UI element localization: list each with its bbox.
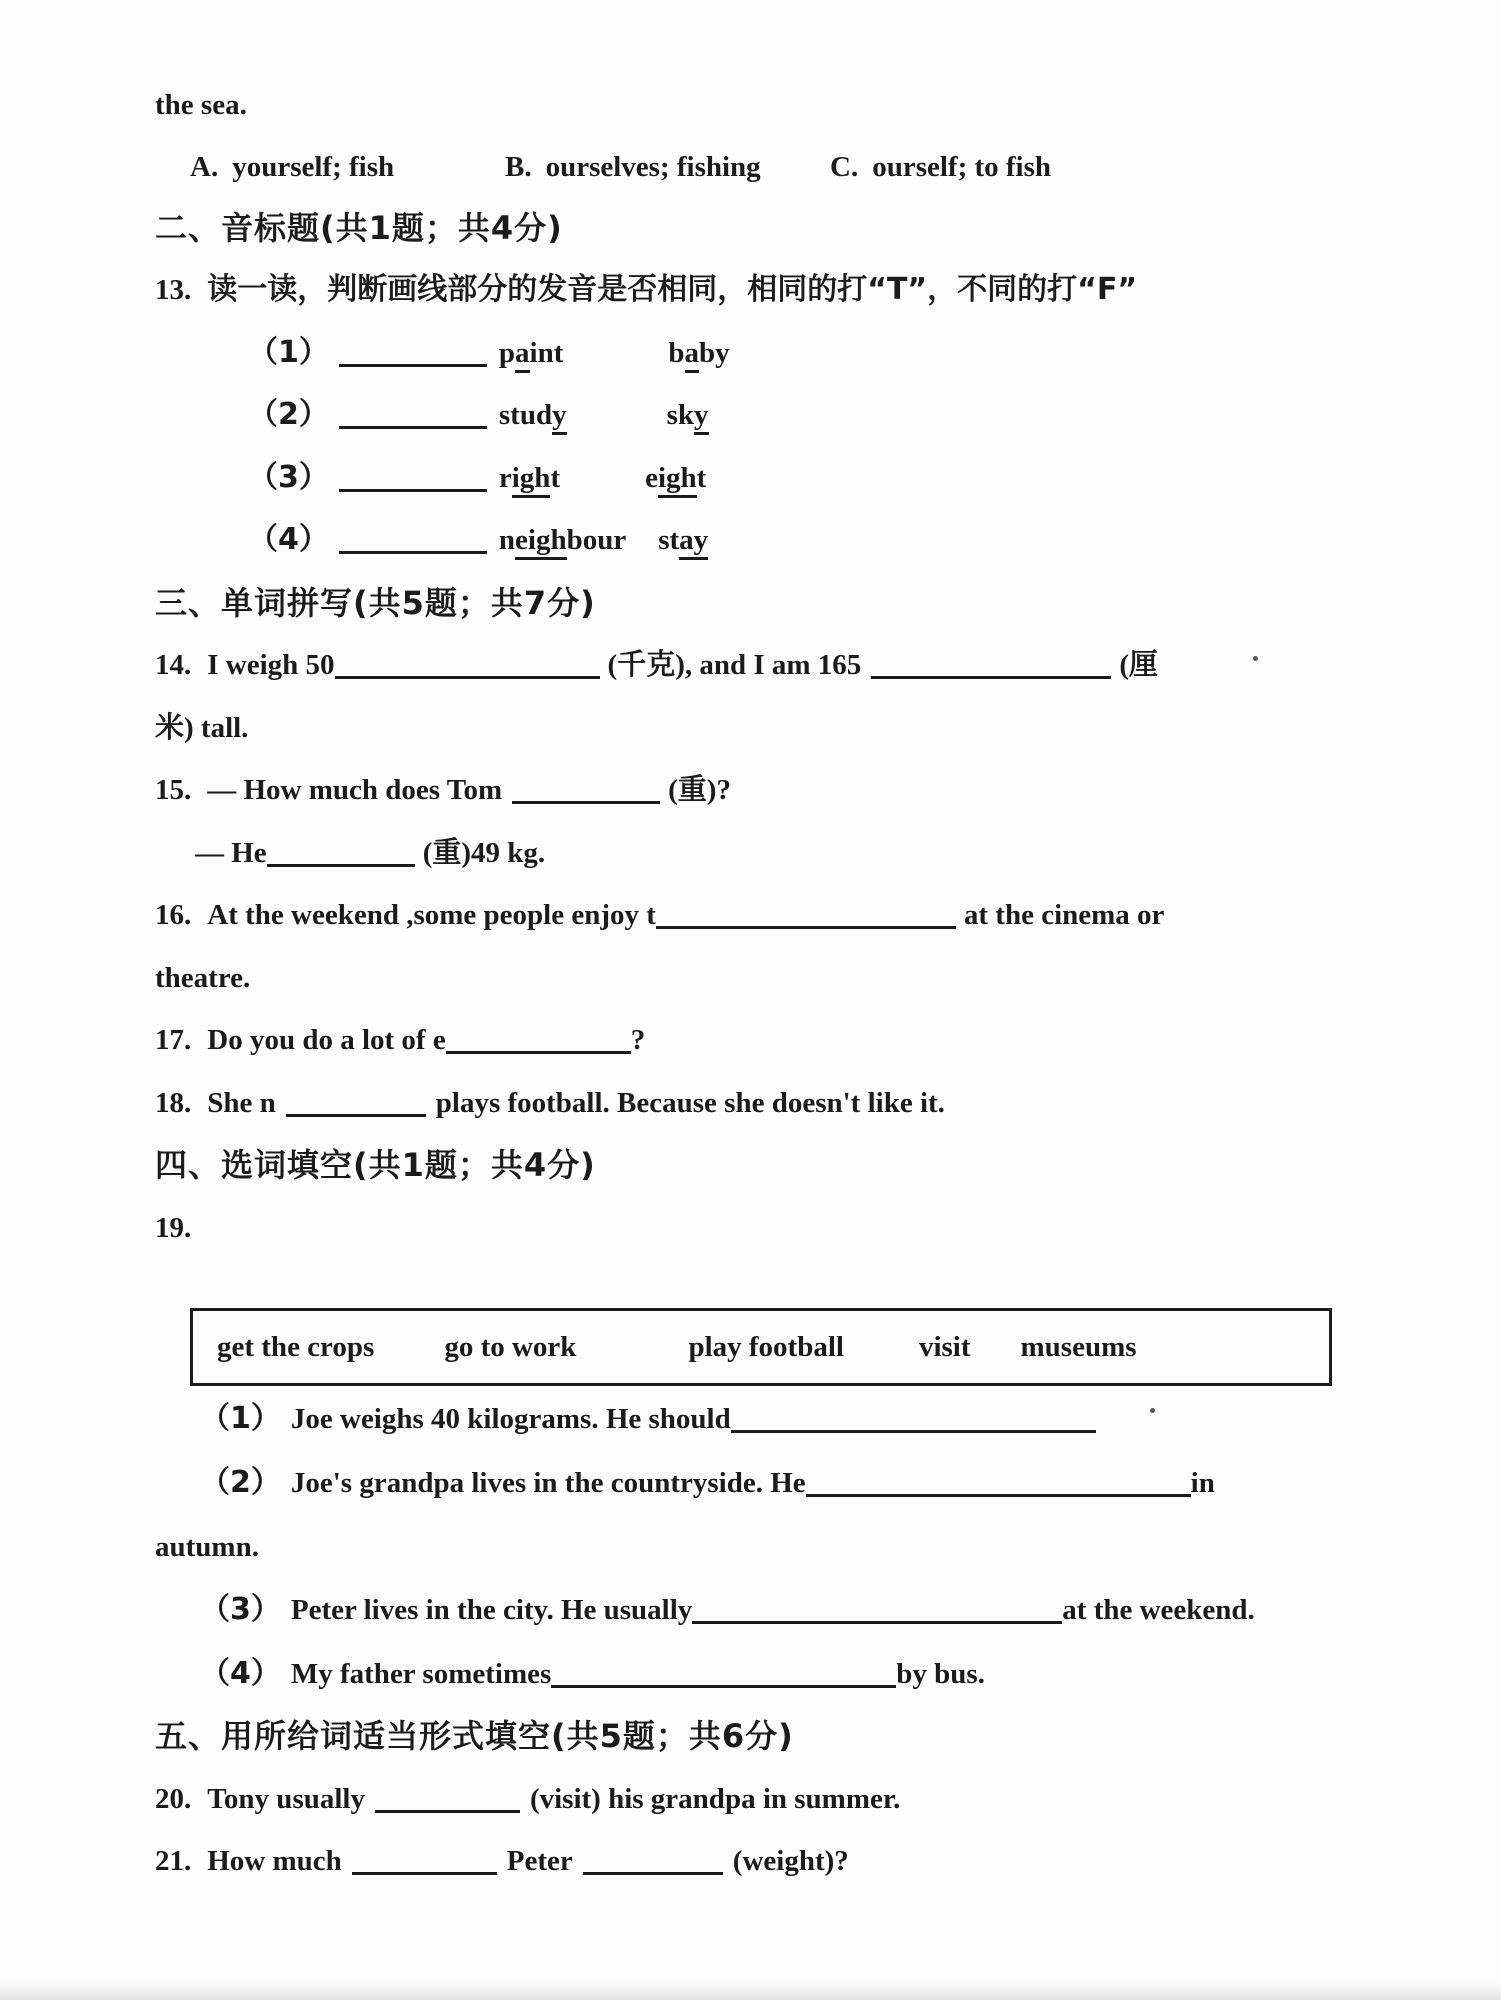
question-21-text-1: How much (207, 1845, 342, 1877)
option-b-text: ourselves; fishing (545, 151, 761, 183)
sentence-continuation: the sea. (155, 89, 247, 121)
question-16-text-1: At the weekend ,some people enjoy t (207, 899, 656, 931)
question-14-text-3: (厘 (1119, 649, 1158, 681)
phonics-word (658, 524, 708, 556)
phonics-word (499, 462, 560, 498)
question-19-number: 19. (155, 1212, 192, 1244)
phonics-item-3 (248, 459, 706, 497)
word-part: sk (666, 399, 694, 431)
word-part: t (696, 462, 707, 494)
word-part: int (529, 337, 564, 369)
question-16 (155, 896, 1164, 934)
answer-blank (375, 1784, 520, 1813)
item-4-label: （4） (200, 1656, 281, 1691)
item-4-text: My father sometimes (290, 1658, 552, 1690)
item-1-label: （1） (200, 1401, 281, 1436)
word-part: stud (498, 399, 553, 431)
underlined-letters: y (552, 399, 567, 435)
question-20-text-1: Tony usually (207, 1783, 365, 1815)
question-15-text-1: — How much does Tom (207, 774, 503, 806)
answer-blank (267, 838, 415, 867)
answer-blank (339, 400, 487, 429)
word-part: r (498, 462, 512, 494)
phonics-word (499, 337, 563, 373)
stray-mark (1253, 656, 1258, 661)
question-18-text-2: plays football. Because she doesn't like it. (435, 1087, 945, 1119)
item-2-label: （2） (200, 1465, 281, 1500)
option-a-text: yourself; fish (232, 151, 395, 183)
question-14 (155, 646, 1158, 684)
item-1-text: Joe weighs 40 kilograms. He should (290, 1403, 731, 1435)
word-part: by (699, 337, 730, 369)
question-15-answer-pre: — He (195, 837, 267, 869)
question-13-prompt: 读一读，判断画线部分的发音是否相同，相同的打“T”，不同的打“F” (207, 272, 1138, 307)
option-b (505, 148, 761, 186)
word-part: n (498, 524, 516, 556)
item-2-label: （2） (248, 397, 329, 432)
answer-blank (339, 338, 487, 367)
question-18 (155, 1084, 945, 1122)
option-c (830, 148, 1051, 186)
fill-item-3 (200, 1591, 1255, 1629)
section-heading-word-choice: 四、选词填空(共1题；共4分) (155, 1146, 596, 1184)
question-16-number: 16. (155, 899, 192, 931)
answer-blank (656, 900, 956, 929)
answer-blank (512, 775, 660, 804)
word-part: t (550, 462, 561, 494)
item-3-text: Peter lives in the city. He usually (290, 1594, 693, 1626)
underlined-letters: a (515, 337, 530, 373)
underlined-letters: y (694, 399, 709, 435)
underlined-letters: igh (658, 462, 697, 498)
question-21-text-2: Peter (506, 1845, 573, 1877)
answer-blank (339, 463, 487, 492)
section-heading-spelling: 三、单词拼写(共5题；共7分) (155, 584, 596, 622)
question-20-text-2: (visit) his grandpa in summer. (529, 1783, 901, 1815)
phonics-word (499, 524, 626, 560)
word-part: e (645, 462, 658, 494)
item-4-text-post: by bus. (896, 1658, 985, 1690)
question-15 (155, 771, 731, 809)
answer-blank (286, 1088, 426, 1117)
item-3-label: （3） (200, 1592, 281, 1627)
item-1-label: （1） (248, 335, 329, 370)
option-b-label: B. (505, 151, 532, 183)
question-13 (155, 271, 1137, 309)
option-c-label: C. (830, 151, 859, 183)
question-14-number: 14. (155, 649, 192, 681)
phonics-word (499, 399, 567, 435)
fill-item-4 (200, 1655, 985, 1693)
question-21 (155, 1842, 849, 1880)
phonics-item-4 (248, 521, 708, 559)
word-bank-item: go to work (444, 1330, 577, 1363)
item-2-text-post: in (1190, 1467, 1215, 1499)
question-16-continuation: theatre. (155, 962, 251, 994)
section-heading-phonetics: 二、音标题(共1题；共4分) (155, 209, 563, 247)
question-14-text-2: (千克), and I am 165 (607, 649, 862, 681)
answer-blank (339, 525, 487, 554)
question-14-continuation: 米) tall. (155, 712, 249, 744)
question-15-number: 15. (155, 774, 192, 806)
answer-blank (871, 650, 1111, 679)
fill-item-1 (200, 1400, 1096, 1438)
item-3-text-post: at the weekend. (1062, 1594, 1255, 1626)
underlined-letters: igh (512, 462, 551, 498)
question-14-text-1: I weigh 50 (207, 649, 335, 681)
item-4-label: （4） (248, 522, 329, 557)
word-part: st (658, 524, 680, 556)
item-2-text: Joe's grandpa lives in the countryside. He (290, 1467, 806, 1499)
fill-item-2 (200, 1464, 1215, 1502)
question-15-answer-post: (重)49 kg. (422, 837, 546, 869)
question-21-number: 21. (155, 1845, 192, 1877)
answer-blank (692, 1595, 1062, 1624)
option-a (190, 148, 394, 186)
option-c-text: ourself; to fish (872, 151, 1052, 183)
word-bank-item: get the crops (217, 1330, 375, 1363)
word-bank-item: visit (918, 1330, 971, 1363)
question-17-text-2: ? (630, 1024, 646, 1056)
answer-blank (551, 1659, 896, 1688)
word-bank (190, 1308, 1332, 1386)
answer-blank (731, 1404, 1096, 1433)
question-13-number: 13. (155, 274, 192, 306)
word-bank-item: museums (1020, 1330, 1137, 1363)
answer-blank (806, 1468, 1191, 1497)
question-15-text-2: (重)? (668, 774, 731, 806)
answer-blank (446, 1025, 631, 1054)
answer-blank (583, 1846, 723, 1875)
option-a-label: A. (190, 151, 219, 183)
phonics-word (668, 337, 729, 369)
phonics-word (667, 399, 709, 431)
underlined-letters: ay (679, 524, 708, 560)
underlined-letters: eigh (515, 524, 567, 560)
question-17-text-1: Do you do a lot of e (207, 1024, 446, 1056)
question-20 (155, 1780, 900, 1818)
stray-mark (1150, 1408, 1155, 1413)
question-17-number: 17. (155, 1024, 192, 1056)
answer-blank (352, 1846, 497, 1875)
scan-shadow (0, 1982, 1501, 2000)
word-part: p (498, 337, 516, 369)
question-16-text-2: at the cinema or (963, 899, 1165, 931)
phonics-item-1 (248, 334, 730, 372)
phonics-item-2 (248, 396, 709, 434)
question-18-text-1: She n (207, 1087, 276, 1119)
question-15-answer-line (195, 834, 545, 872)
phonics-word (645, 462, 706, 494)
question-18-number: 18. (155, 1087, 192, 1119)
question-20-number: 20. (155, 1783, 192, 1815)
item-3-label: （3） (248, 460, 329, 495)
word-bank-item: play football (688, 1330, 844, 1363)
question-21-text-3: (weight)? (732, 1845, 849, 1877)
fill-item-2-continuation: autumn. (155, 1531, 259, 1563)
answer-blank (335, 650, 600, 679)
word-part: b (668, 337, 685, 369)
underlined-letters: a (685, 337, 700, 373)
question-17 (155, 1021, 645, 1059)
section-heading-word-forms: 五、用所给词适当形式填空(共5题；共6分) (155, 1717, 794, 1755)
word-part: bour (566, 524, 627, 556)
